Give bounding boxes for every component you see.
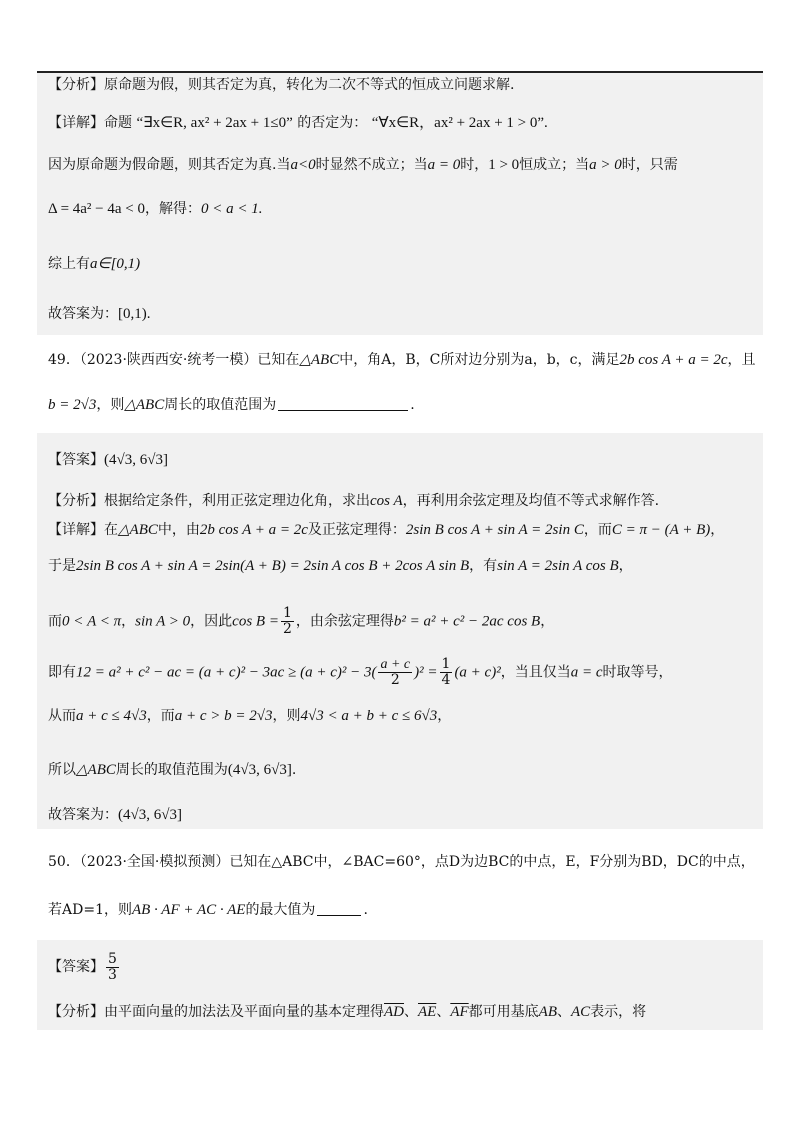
answer-tag: 【答案】	[48, 452, 104, 468]
math-span: 2sin B cos A + sin A = 2sin(A + B) = 2sin A cos B + 2cos A sin B	[76, 558, 470, 574]
denominator: 2	[390, 672, 400, 688]
numerator: a + c	[380, 657, 411, 672]
text-span: 周长的取值范围为	[115, 762, 228, 778]
detail-intro: 命题	[104, 115, 132, 131]
vector-ae: $\overline{AE}$	[418, 1004, 437, 1020]
math-span: (4√3, 6√3]	[118, 807, 182, 823]
q49-detail-line4	[48, 657, 673, 688]
q50-stem-line2	[48, 900, 368, 920]
math-span: 0 < A < π	[62, 613, 122, 630]
text-span: ，由余弦定理得	[295, 613, 394, 630]
text-span: 时，只需	[621, 157, 678, 173]
answer-fraction	[106, 952, 119, 983]
text-span: 综上有	[48, 256, 90, 272]
text-span: 已知在△ABC中，∠BAC=60°，点D为边BC的中点，E，F分别为BD，DC的中点，	[229, 854, 755, 870]
text-span: ，	[710, 522, 725, 538]
math-span: a = c	[570, 664, 603, 681]
detail-tag: 【详解】	[48, 522, 104, 538]
text-span: 在	[104, 522, 118, 538]
text-span: .	[410, 397, 415, 413]
text-span: .	[291, 762, 297, 778]
prev-analysis-line	[48, 75, 514, 95]
text-span: 时，	[460, 157, 489, 173]
q49-detail-line6	[48, 760, 296, 780]
prev-summary-line	[48, 254, 140, 274]
q49-detail-line3	[48, 606, 554, 637]
q49-stem-line1	[48, 350, 756, 370]
text-span: 故答案为：	[48, 807, 118, 823]
math-span: 4√3 < a + b + c ≤ 6√3	[300, 708, 438, 724]
text-span: 及正弦定理得：	[307, 522, 406, 538]
text-span: 时显然不成立；当	[315, 157, 428, 173]
text-span: 于是	[48, 558, 76, 574]
math-span: a = 0	[427, 157, 461, 173]
math-span: (a + c)²	[454, 664, 501, 681]
math-span: )² =	[414, 664, 438, 681]
text-span: ，因此	[190, 613, 233, 630]
text-span: ，	[121, 613, 136, 630]
numerator: 1	[441, 656, 451, 672]
q50-answer-line	[48, 948, 121, 986]
math-span: a∈[0,1)	[90, 256, 141, 272]
fraction	[440, 657, 453, 688]
answer-value: (4√3, 6√3]	[104, 452, 168, 468]
q49-answer-line	[48, 450, 168, 470]
q50-stem-line1	[48, 852, 755, 872]
math-span: (4√3, 6√3]	[227, 762, 292, 778]
prev-detail-line	[48, 113, 548, 133]
numerator: 1	[282, 605, 292, 621]
text-span: 、	[436, 1004, 451, 1020]
math-span: a + c ≤ 4√3	[76, 708, 147, 724]
text-span: 恒成立；当	[519, 157, 590, 173]
math-span: b² = a² + c² − 2ac cos B	[393, 613, 541, 630]
vector-af: $\overline{AF}$	[450, 1004, 469, 1020]
math-span: b = 2√3	[48, 397, 97, 413]
math-span: △ABC	[124, 397, 165, 413]
q49-analysis-line	[48, 491, 659, 511]
text-span: 、	[404, 1004, 418, 1020]
math-span: a<0	[290, 157, 316, 173]
proposition-formula: “∃x∈R, ax² + 2ax + 1≤0”	[136, 115, 293, 131]
text-span: 从而	[48, 708, 76, 724]
text-span: ，且	[727, 352, 756, 368]
text-span: 而	[48, 613, 62, 630]
prev-cases-line	[48, 155, 678, 175]
fraction	[281, 606, 294, 637]
math-span: [0,1).	[118, 306, 151, 322]
q50-analysis-line	[48, 1002, 646, 1022]
answer-tag: 【答案】	[48, 959, 104, 975]
text-span: 都可用基底	[468, 1004, 539, 1020]
text-span: 已知在	[257, 352, 300, 368]
text-span: 根据给定条件，利用正弦定理边化角，求出	[104, 493, 370, 509]
fraction	[378, 657, 412, 688]
math-span: sin A > 0	[135, 613, 191, 630]
question-number: 50．	[48, 854, 80, 870]
math-span: △ABC	[299, 352, 340, 368]
text-span: ，有	[469, 558, 498, 574]
q49-detail-line1	[48, 520, 724, 540]
text-span: 中，角A，B，C所对边分别为a，b，c，满足	[339, 352, 620, 368]
text-span: ，	[540, 613, 555, 630]
analysis-tag: 【分析】	[48, 493, 104, 509]
text-span: ，当且仅当	[500, 664, 571, 681]
text-span: ，	[618, 558, 633, 574]
math-span: cos B =	[232, 613, 279, 630]
q49-detail-line7	[48, 805, 182, 825]
text-span: 、	[556, 1004, 571, 1020]
text-span: 故答案为：	[48, 306, 118, 322]
answer-blank	[278, 396, 408, 411]
text-span: 周长的取值范围为	[164, 397, 277, 413]
text-span: 中，由	[157, 522, 200, 538]
math-span: △ABC	[76, 762, 116, 778]
text-span: 即有	[48, 664, 76, 681]
text-span: 因为原命题为假命题，则其否定为真.当	[48, 157, 291, 173]
denominator: 3	[108, 966, 117, 983]
analysis-tag: 【分析】	[48, 1004, 104, 1020]
text-span: ，则	[272, 708, 301, 724]
math-span: 2b cos A + a = 2c	[619, 352, 728, 368]
vector-ad: $\overline{AD}$	[384, 1004, 404, 1020]
text-span: 表示，将	[590, 1004, 647, 1020]
analysis-text: 原命题为假，则其否定为真，转化为二次不等式的恒成立问题求解.	[104, 77, 515, 93]
math-span: C = π − (A + B)	[611, 522, 711, 538]
q49-detail-line5	[48, 706, 451, 726]
negation-label: 的否定为：	[297, 115, 368, 131]
text-span: ，	[437, 708, 452, 724]
vector-ab: AB	[538, 1004, 557, 1020]
math-span: 2b cos A + a = 2c	[199, 522, 308, 538]
text-span: 时取等号，	[602, 664, 673, 681]
analysis-tag: 【分析】	[48, 77, 104, 93]
math-span: cos A	[370, 493, 403, 509]
text-span: ，解得：	[145, 201, 202, 217]
math-span: sin A = 2sin A cos B	[497, 558, 619, 574]
math-span: a + c > b = 2√3	[174, 708, 273, 724]
text-span: 的最大值为	[245, 902, 316, 918]
denominator: 4	[441, 672, 451, 688]
math-span: △ABC	[118, 522, 158, 538]
math-span: a > 0	[589, 157, 622, 173]
denominator: 2	[282, 621, 292, 637]
math-span: 1 > 0	[488, 157, 520, 173]
text-span: ，而	[583, 522, 612, 538]
text-span: ，再利用余弦定理及均值不等式求解作答.	[402, 493, 660, 509]
q49-detail-line2	[48, 556, 633, 576]
math-span: 0 < a < 1.	[201, 201, 263, 217]
text-span: 若AD=1，则	[48, 902, 132, 918]
prev-answer-line	[48, 304, 151, 324]
prev-discriminant-line	[48, 199, 263, 219]
math-span: 2sin B cos A + sin A = 2sin C	[405, 522, 584, 538]
detail-tag: 【详解】	[48, 115, 104, 131]
text-span: ，则	[96, 397, 125, 413]
question-number: 49．	[48, 352, 80, 368]
answer-blank	[317, 901, 361, 916]
vector-ac: AC	[570, 1004, 591, 1020]
numerator: 5	[108, 950, 117, 967]
text-span: 所以	[48, 762, 76, 778]
text-span: .	[363, 902, 368, 918]
question-source: （2023·全国·模拟预测）	[79, 854, 230, 870]
math-span: 12 = a² + c² − ac = (a + c)² − 3ac ≥ (a + c)² − 3(	[76, 664, 377, 681]
question-source: （2023·陕西西安·统考一模）	[79, 352, 258, 368]
math-span: Δ = 4a² − 4a < 0	[48, 201, 146, 217]
text-span: 由平面向量的加法法及平面向量的基本定理得	[104, 1004, 384, 1020]
negation-formula: “∀x∈R，ax² + 2ax + 1 > 0”.	[371, 115, 548, 131]
text-span: ，而	[146, 708, 175, 724]
q49-stem-line2	[48, 395, 415, 415]
math-span: AB · AF + AC · AE	[131, 902, 246, 918]
